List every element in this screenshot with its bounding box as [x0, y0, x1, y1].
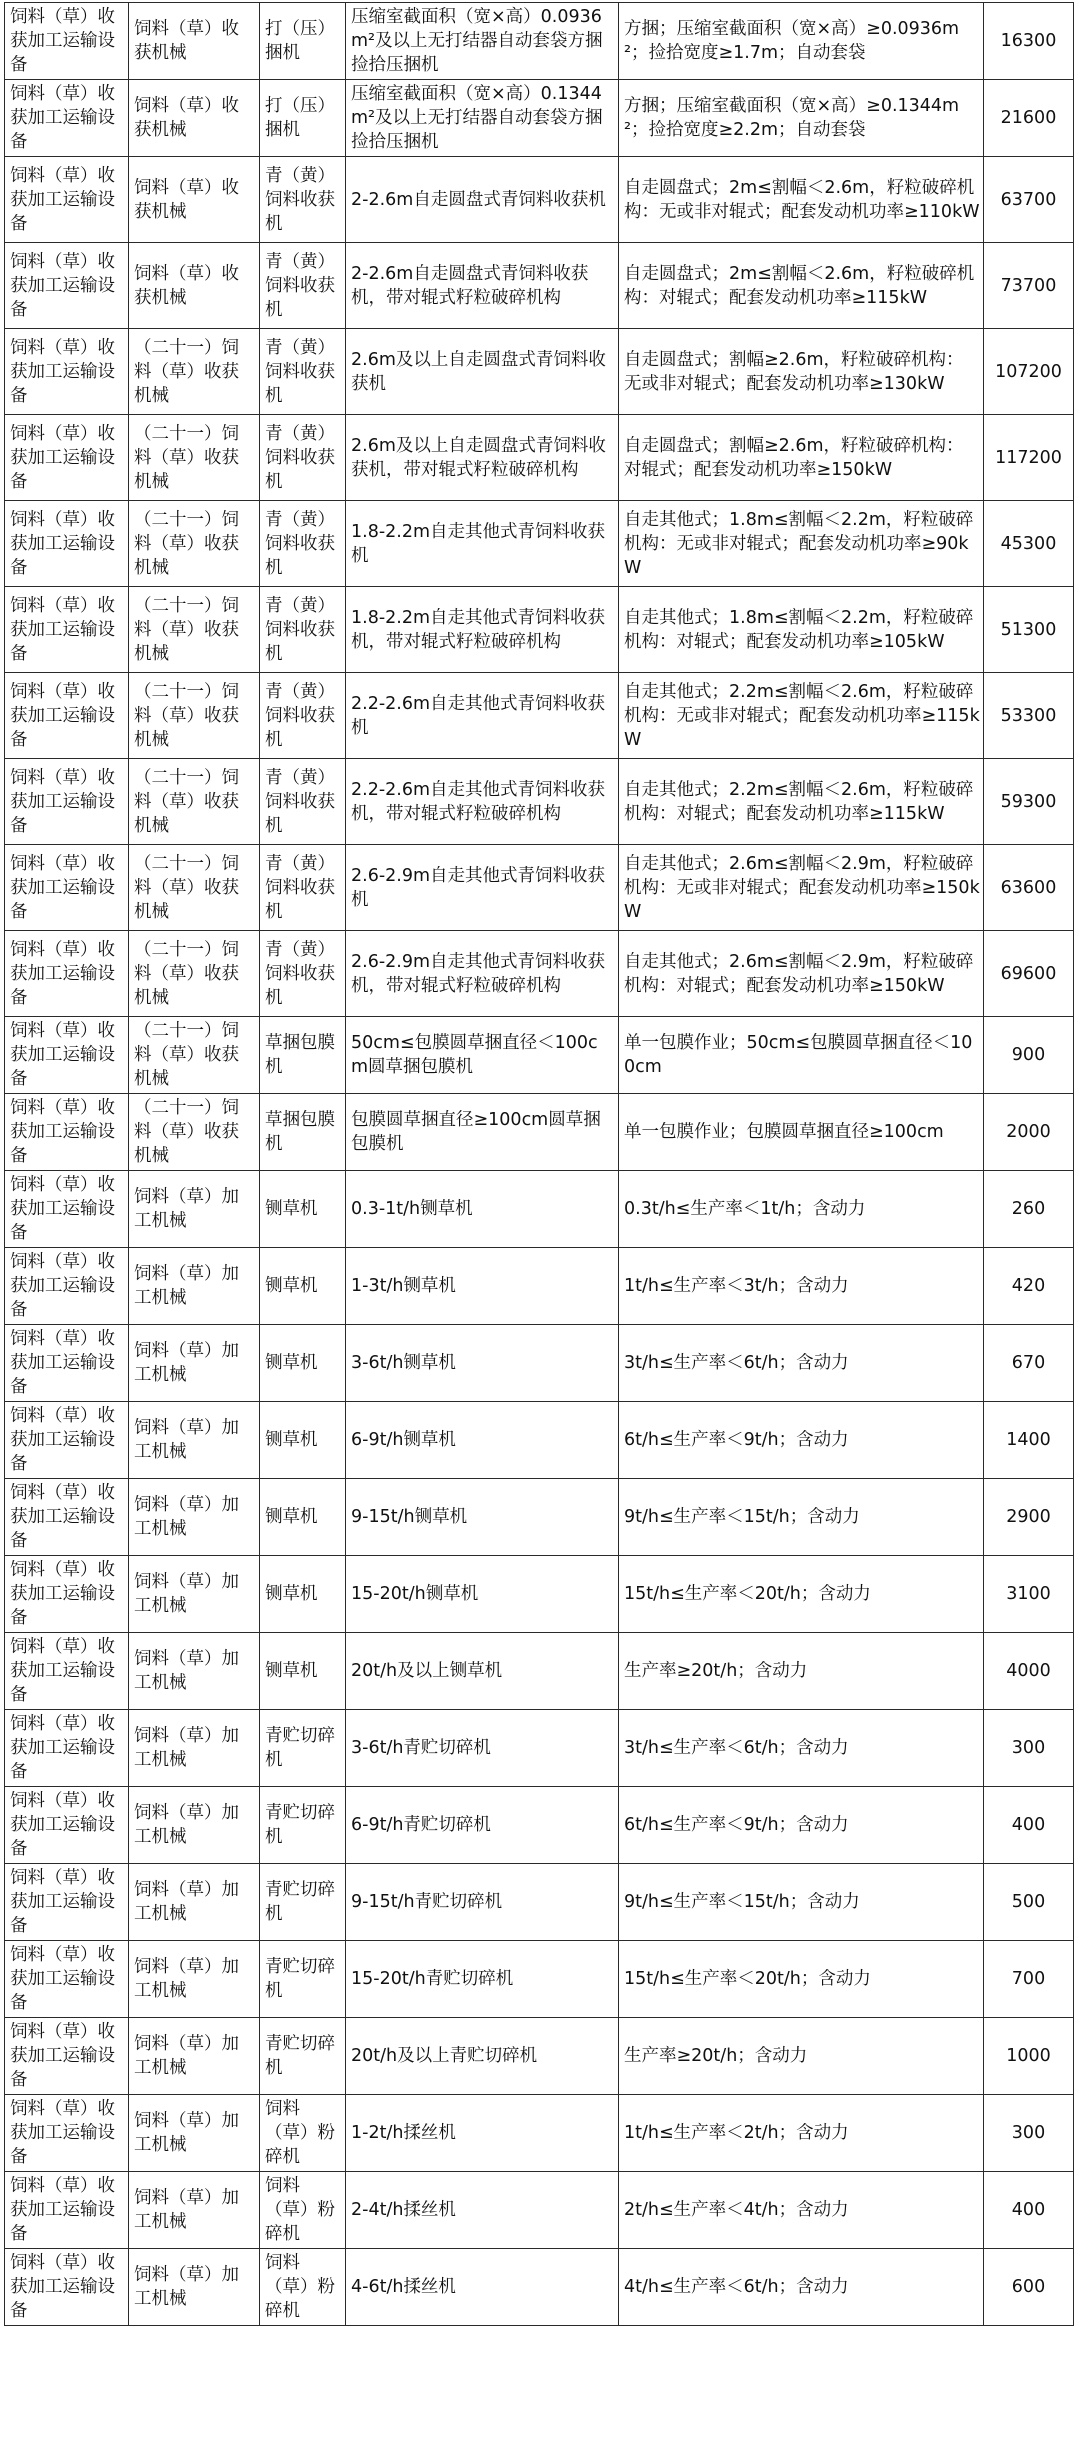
cell-params: 自走其他式；2.2m≤割幅＜2.6m，籽粒破碎机构：无或非对辊式；配套发动机功率≥115kW — [619, 673, 984, 759]
cell-grade: 4-6t/h揉丝机 — [346, 2249, 619, 2326]
cell-grade: 9-15t/h青贮切碎机 — [346, 1864, 619, 1941]
cell-subcategory: 饲料（草）收获机械 — [129, 80, 260, 157]
cell-grade: 2-4t/h揉丝机 — [346, 2172, 619, 2249]
table-row — [5, 1633, 1074, 1710]
table-row — [5, 2095, 1074, 2172]
cell-subcategory: （二十一）饲料（草）收获机械 — [129, 759, 260, 845]
cell-grade: 2.6m及以上自走圆盘式青饲料收获机，带对辊式籽粒破碎机构 — [346, 415, 619, 501]
cell-item: 草捆包膜机 — [260, 1094, 346, 1171]
cell-amount: 45300 — [984, 501, 1074, 587]
cell-item: 铡草机 — [260, 1325, 346, 1402]
cell-subcategory: 饲料（草）加工机械 — [129, 2018, 260, 2095]
cell-params: 自走圆盘式；割幅≥2.6m，籽粒破碎机构：无或非对辊式；配套发动机功率≥130kW — [619, 329, 984, 415]
cell-amount: 1000 — [984, 2018, 1074, 2095]
cell-category: 饲料（草）收获加工运输设备 — [5, 931, 129, 1017]
table-row — [5, 415, 1074, 501]
cell-params: 6t/h≤生产率＜9t/h；含动力 — [619, 1402, 984, 1479]
cell-grade: 20t/h及以上青贮切碎机 — [346, 2018, 619, 2095]
cell-category: 饲料（草）收获加工运输设备 — [5, 1941, 129, 2018]
cell-subcategory: 饲料（草）加工机械 — [129, 2172, 260, 2249]
cell-subcategory: 饲料（草）加工机械 — [129, 1171, 260, 1248]
cell-amount: 260 — [984, 1171, 1074, 1248]
cell-amount: 2900 — [984, 1479, 1074, 1556]
cell-grade: 20t/h及以上铡草机 — [346, 1633, 619, 1710]
cell-item: 青（黄）饲料收获机 — [260, 673, 346, 759]
table-row — [5, 80, 1074, 157]
cell-item: 饲料（草）粉碎机 — [260, 2249, 346, 2326]
cell-category: 饲料（草）收获加工运输设备 — [5, 2018, 129, 2095]
cell-grade: 压缩室截面积（宽×高）0.1344m²及以上无打结器自动套袋方捆捡拾压捆机 — [346, 80, 619, 157]
cell-category: 饲料（草）收获加工运输设备 — [5, 1787, 129, 1864]
cell-params: 自走圆盘式；割幅≥2.6m，籽粒破碎机构：对辊式；配套发动机功率≥150kW — [619, 415, 984, 501]
cell-grade: 3-6t/h青贮切碎机 — [346, 1710, 619, 1787]
cell-subcategory: 饲料（草）加工机械 — [129, 1710, 260, 1787]
cell-item: 青贮切碎机 — [260, 1941, 346, 2018]
cell-amount: 3100 — [984, 1556, 1074, 1633]
cell-subcategory: 饲料（草）加工机械 — [129, 1633, 260, 1710]
table-row — [5, 759, 1074, 845]
cell-category: 饲料（草）收获加工运输设备 — [5, 1017, 129, 1094]
cell-params: 2t/h≤生产率＜4t/h；含动力 — [619, 2172, 984, 2249]
cell-item: 青（黄）饲料收获机 — [260, 157, 346, 243]
cell-grade: 2.6-2.9m自走其他式青饲料收获机，带对辊式籽粒破碎机构 — [346, 931, 619, 1017]
cell-subcategory: 饲料（草）收获机械 — [129, 3, 260, 80]
table-row — [5, 1017, 1074, 1094]
cell-subcategory: （二十一）饲料（草）收获机械 — [129, 415, 260, 501]
cell-category: 饲料（草）收获加工运输设备 — [5, 759, 129, 845]
cell-params: 单一包膜作业；50cm≤包膜圆草捆直径＜100cm — [619, 1017, 984, 1094]
table-row — [5, 1479, 1074, 1556]
cell-amount: 400 — [984, 1787, 1074, 1864]
cell-grade: 3-6t/h铡草机 — [346, 1325, 619, 1402]
cell-item: 打（压）捆机 — [260, 3, 346, 80]
cell-category: 饲料（草）收获加工运输设备 — [5, 1402, 129, 1479]
cell-category: 饲料（草）收获加工运输设备 — [5, 1325, 129, 1402]
cell-params: 6t/h≤生产率＜9t/h；含动力 — [619, 1787, 984, 1864]
cell-item: 铡草机 — [260, 1248, 346, 1325]
cell-subcategory: 饲料（草）加工机械 — [129, 1479, 260, 1556]
cell-item: 青（黄）饲料收获机 — [260, 587, 346, 673]
cell-grade: 2.2-2.6m自走其他式青饲料收获机 — [346, 673, 619, 759]
cell-amount: 63700 — [984, 157, 1074, 243]
cell-amount: 2000 — [984, 1094, 1074, 1171]
cell-item: 青贮切碎机 — [260, 2018, 346, 2095]
cell-amount: 500 — [984, 1864, 1074, 1941]
cell-grade: 2.2-2.6m自走其他式青饲料收获机，带对辊式籽粒破碎机构 — [346, 759, 619, 845]
cell-item: 饲料（草）粉碎机 — [260, 2095, 346, 2172]
cell-amount: 4000 — [984, 1633, 1074, 1710]
cell-params: 15t/h≤生产率＜20t/h；含动力 — [619, 1556, 984, 1633]
cell-grade: 1-2t/h揉丝机 — [346, 2095, 619, 2172]
cell-grade: 2.6m及以上自走圆盘式青饲料收获机 — [346, 329, 619, 415]
table-row — [5, 931, 1074, 1017]
table-row — [5, 1248, 1074, 1325]
cell-category: 饲料（草）收获加工运输设备 — [5, 243, 129, 329]
cell-params: 自走其他式；2.2m≤割幅＜2.6m，籽粒破碎机构：对辊式；配套发动机功率≥115kW — [619, 759, 984, 845]
cell-amount: 900 — [984, 1017, 1074, 1094]
cell-subcategory: 饲料（草）收获机械 — [129, 243, 260, 329]
cell-amount: 51300 — [984, 587, 1074, 673]
cell-params: 3t/h≤生产率＜6t/h；含动力 — [619, 1325, 984, 1402]
cell-subcategory: 饲料（草）加工机械 — [129, 2095, 260, 2172]
table-row — [5, 1325, 1074, 1402]
cell-params: 自走其他式；2.6m≤割幅＜2.9m，籽粒破碎机构：无或非对辊式；配套发动机功率≥150kW — [619, 845, 984, 931]
table-row — [5, 243, 1074, 329]
cell-grade: 包膜圆草捆直径≥100cm圆草捆包膜机 — [346, 1094, 619, 1171]
cell-category: 饲料（草）收获加工运输设备 — [5, 329, 129, 415]
cell-params: 9t/h≤生产率＜15t/h；含动力 — [619, 1479, 984, 1556]
cell-amount: 21600 — [984, 80, 1074, 157]
cell-item: 青（黄）饲料收获机 — [260, 845, 346, 931]
cell-amount: 69600 — [984, 931, 1074, 1017]
cell-params: 方捆；压缩室截面积（宽×高）≥0.0936m²；捡拾宽度≥1.7m；自动套袋 — [619, 3, 984, 80]
cell-params: 自走其他式；1.8m≤割幅＜2.2m，籽粒破碎机构：无或非对辊式；配套发动机功率≥90kW — [619, 501, 984, 587]
cell-grade: 15-20t/h青贮切碎机 — [346, 1941, 619, 2018]
cell-params: 0.3t/h≤生产率＜1t/h；含动力 — [619, 1171, 984, 1248]
cell-category: 饲料（草）收获加工运输设备 — [5, 1094, 129, 1171]
table-row — [5, 2249, 1074, 2326]
cell-subcategory: 饲料（草）加工机械 — [129, 1941, 260, 2018]
cell-item: 青（黄）饲料收获机 — [260, 931, 346, 1017]
cell-grade: 1.8-2.2m自走其他式青饲料收获机 — [346, 501, 619, 587]
table-row — [5, 1171, 1074, 1248]
cell-category: 饲料（草）收获加工运输设备 — [5, 2249, 129, 2326]
cell-params: 4t/h≤生产率＜6t/h；含动力 — [619, 2249, 984, 2326]
cell-subcategory: （二十一）饲料（草）收获机械 — [129, 1094, 260, 1171]
table-row — [5, 329, 1074, 415]
cell-item: 青贮切碎机 — [260, 1787, 346, 1864]
cell-amount: 73700 — [984, 243, 1074, 329]
cell-category: 饲料（草）收获加工运输设备 — [5, 673, 129, 759]
cell-item: 铡草机 — [260, 1556, 346, 1633]
table-row — [5, 1787, 1074, 1864]
cell-amount: 300 — [984, 1710, 1074, 1787]
cell-category: 饲料（草）收获加工运输设备 — [5, 2095, 129, 2172]
cell-category: 饲料（草）收获加工运输设备 — [5, 2172, 129, 2249]
cell-params: 9t/h≤生产率＜15t/h；含动力 — [619, 1864, 984, 1941]
cell-params: 方捆；压缩室截面积（宽×高）≥0.1344m²；捡拾宽度≥2.2m；自动套袋 — [619, 80, 984, 157]
cell-subcategory: （二十一）饲料（草）收获机械 — [129, 501, 260, 587]
subsidy-table — [4, 2, 1074, 2326]
cell-params: 自走其他式；1.8m≤割幅＜2.2m，籽粒破碎机构：对辊式；配套发动机功率≥105kW — [619, 587, 984, 673]
cell-item: 青贮切碎机 — [260, 1710, 346, 1787]
cell-subcategory: （二十一）饲料（草）收获机械 — [129, 931, 260, 1017]
cell-grade: 2-2.6m自走圆盘式青饲料收获机，带对辊式籽粒破碎机构 — [346, 243, 619, 329]
cell-item: 青（黄）饲料收获机 — [260, 329, 346, 415]
cell-item: 青（黄）饲料收获机 — [260, 243, 346, 329]
cell-subcategory: 饲料（草）加工机械 — [129, 1402, 260, 1479]
table-row — [5, 845, 1074, 931]
cell-amount: 117200 — [984, 415, 1074, 501]
cell-grade: 50cm≤包膜圆草捆直径＜100cm圆草捆包膜机 — [346, 1017, 619, 1094]
cell-category: 饲料（草）收获加工运输设备 — [5, 80, 129, 157]
cell-grade: 15-20t/h铡草机 — [346, 1556, 619, 1633]
cell-category: 饲料（草）收获加工运输设备 — [5, 3, 129, 80]
cell-grade: 9-15t/h铡草机 — [346, 1479, 619, 1556]
cell-category: 饲料（草）收获加工运输设备 — [5, 1556, 129, 1633]
cell-params: 15t/h≤生产率＜20t/h；含动力 — [619, 1941, 984, 2018]
cell-amount: 600 — [984, 2249, 1074, 2326]
cell-category: 饲料（草）收获加工运输设备 — [5, 157, 129, 243]
table-row — [5, 1556, 1074, 1633]
cell-amount: 1400 — [984, 1402, 1074, 1479]
table-body — [5, 3, 1074, 2326]
table-row — [5, 2172, 1074, 2249]
cell-category: 饲料（草）收获加工运输设备 — [5, 1633, 129, 1710]
cell-params: 生产率≥20t/h；含动力 — [619, 1633, 984, 1710]
cell-subcategory: 饲料（草）加工机械 — [129, 2249, 260, 2326]
cell-params: 3t/h≤生产率＜6t/h；含动力 — [619, 1710, 984, 1787]
table-row — [5, 673, 1074, 759]
table-row — [5, 2018, 1074, 2095]
cell-params: 1t/h≤生产率＜2t/h；含动力 — [619, 2095, 984, 2172]
cell-item: 饲料（草）粉碎机 — [260, 2172, 346, 2249]
cell-params: 单一包膜作业；包膜圆草捆直径≥100cm — [619, 1094, 984, 1171]
cell-grade: 1-3t/h铡草机 — [346, 1248, 619, 1325]
cell-amount: 59300 — [984, 759, 1074, 845]
cell-amount: 420 — [984, 1248, 1074, 1325]
cell-subcategory: （二十一）饲料（草）收获机械 — [129, 587, 260, 673]
cell-category: 饲料（草）收获加工运输设备 — [5, 1864, 129, 1941]
cell-category: 饲料（草）收获加工运输设备 — [5, 1710, 129, 1787]
cell-subcategory: 饲料（草）收获机械 — [129, 157, 260, 243]
cell-params: 自走其他式；2.6m≤割幅＜2.9m，籽粒破碎机构：对辊式；配套发动机功率≥150kW — [619, 931, 984, 1017]
cell-amount: 700 — [984, 1941, 1074, 2018]
cell-subcategory: （二十一）饲料（草）收获机械 — [129, 673, 260, 759]
cell-category: 饲料（草）收获加工运输设备 — [5, 415, 129, 501]
cell-grade: 2.6-2.9m自走其他式青饲料收获机 — [346, 845, 619, 931]
cell-grade: 6-9t/h铡草机 — [346, 1402, 619, 1479]
cell-category: 饲料（草）收获加工运输设备 — [5, 1479, 129, 1556]
cell-category: 饲料（草）收获加工运输设备 — [5, 501, 129, 587]
table-row — [5, 3, 1074, 80]
cell-item: 草捆包膜机 — [260, 1017, 346, 1094]
table-row — [5, 157, 1074, 243]
cell-category: 饲料（草）收获加工运输设备 — [5, 1248, 129, 1325]
cell-amount: 400 — [984, 2172, 1074, 2249]
cell-subcategory: 饲料（草）加工机械 — [129, 1556, 260, 1633]
cell-amount: 300 — [984, 2095, 1074, 2172]
cell-amount: 107200 — [984, 329, 1074, 415]
cell-item: 铡草机 — [260, 1479, 346, 1556]
cell-amount: 670 — [984, 1325, 1074, 1402]
cell-item: 铡草机 — [260, 1402, 346, 1479]
cell-params: 生产率≥20t/h；含动力 — [619, 2018, 984, 2095]
cell-subcategory: 饲料（草）加工机械 — [129, 1248, 260, 1325]
cell-subcategory: （二十一）饲料（草）收获机械 — [129, 845, 260, 931]
cell-subcategory: 饲料（草）加工机械 — [129, 1325, 260, 1402]
cell-grade: 压缩室截面积（宽×高）0.0936m²及以上无打结器自动套袋方捆捡拾压捆机 — [346, 3, 619, 80]
cell-amount: 63600 — [984, 845, 1074, 931]
cell-item: 打（压）捆机 — [260, 80, 346, 157]
cell-grade: 6-9t/h青贮切碎机 — [346, 1787, 619, 1864]
cell-category: 饲料（草）收获加工运输设备 — [5, 1171, 129, 1248]
cell-amount: 53300 — [984, 673, 1074, 759]
cell-subcategory: 饲料（草）加工机械 — [129, 1864, 260, 1941]
cell-item: 青（黄）饲料收获机 — [260, 501, 346, 587]
table-row — [5, 501, 1074, 587]
table-row — [5, 1402, 1074, 1479]
cell-amount: 16300 — [984, 3, 1074, 80]
table-row — [5, 1941, 1074, 2018]
table-row — [5, 1710, 1074, 1787]
cell-item: 青（黄）饲料收获机 — [260, 759, 346, 845]
cell-grade: 0.3-1t/h铡草机 — [346, 1171, 619, 1248]
cell-category: 饲料（草）收获加工运输设备 — [5, 587, 129, 673]
cell-item: 青（黄）饲料收获机 — [260, 415, 346, 501]
cell-item: 铡草机 — [260, 1633, 346, 1710]
cell-item: 青贮切碎机 — [260, 1864, 346, 1941]
table-row — [5, 1864, 1074, 1941]
cell-grade: 1.8-2.2m自走其他式青饲料收获机，带对辊式籽粒破碎机构 — [346, 587, 619, 673]
table-row — [5, 587, 1074, 673]
table-row — [5, 1094, 1074, 1171]
cell-params: 1t/h≤生产率＜3t/h；含动力 — [619, 1248, 984, 1325]
cell-subcategory: 饲料（草）加工机械 — [129, 1787, 260, 1864]
cell-params: 自走圆盘式；2m≤割幅＜2.6m，籽粒破碎机构：对辊式；配套发动机功率≥115kW — [619, 243, 984, 329]
cell-subcategory: （二十一）饲料（草）收获机械 — [129, 1017, 260, 1094]
cell-grade: 2-2.6m自走圆盘式青饲料收获机 — [346, 157, 619, 243]
cell-category: 饲料（草）收获加工运输设备 — [5, 845, 129, 931]
cell-params: 自走圆盘式；2m≤割幅＜2.6m，籽粒破碎机构：无或非对辊式；配套发动机功率≥110kW — [619, 157, 984, 243]
cell-subcategory: （二十一）饲料（草）收获机械 — [129, 329, 260, 415]
cell-item: 铡草机 — [260, 1171, 346, 1248]
